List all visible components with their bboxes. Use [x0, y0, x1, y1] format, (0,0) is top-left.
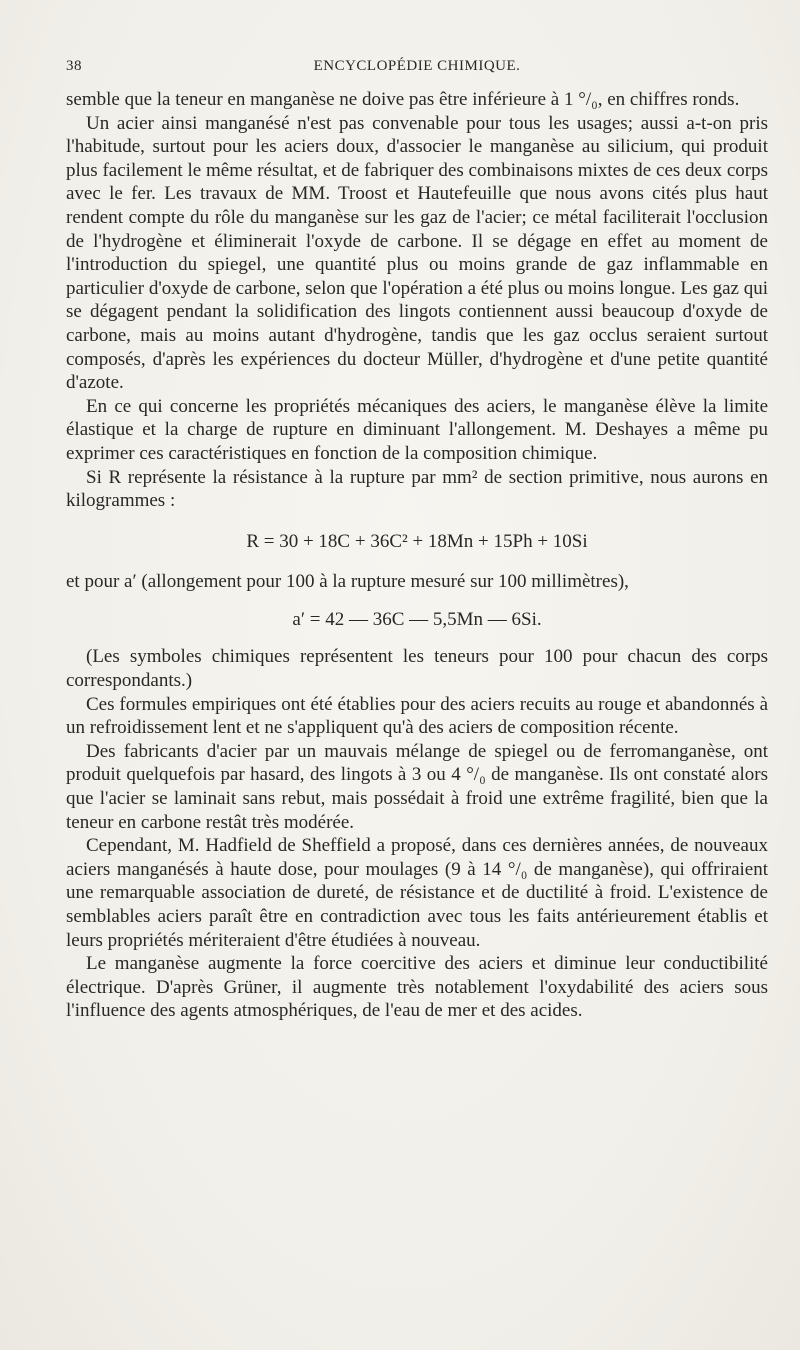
paragraph-empirical-formulas: Ces formules empiriques ont été établies pour des aciers recuits au rouge et abandonnés à un refroidissement lent et ne s'appliquent qu'à des aciers de composition récente. — [66, 693, 768, 739]
paragraph-manganese-silicium: Un acier ainsi manganésé n'est pas convenable pour tous les usages; aussi a-t-on pris l'habitude, surtout pour les aciers doux, d'associer le manganèse au silicium, qui produit plus facilement le même résultat, et de fabriquer des combinaisons mixtes de ces deux corps avec le fer. Les travaux de MM. Troost et Hautefeuille que nous avons cités plus haut rendent compte du rôle du manganèse sur les gaz de l'acier; ce métal faciliterait l'occlusion de l'hydrogène et éliminerait l'oxyde de carbone. Il se dégage en effet au moment de l'introduction du spiegel, une quantité plus ou moins grande de gaz inflammable en particulier d'oxyde de carbone, selon que l'opération a été plus ou moins longue. Les gaz qui se dégagent pendant la solidification des lingots contiennent aussi beaucoup d'oxyde de carbone, mais au moins autant d'hydrogène, tandis que les gaz occlus seraient surtout composés, d'après les expériences du docteur Müller, d'hydrogène et d'une petite quantité d'azote. — [66, 112, 768, 394]
body-text — [66, 88, 768, 1023]
formula-resistance: R = 30 + 18C + 36C² + 18Mn + 15Ph + 10Si — [246, 530, 588, 552]
paragraph-hadfield: Cependant, M. Hadfield de Sheffield a proposé, dans ces dernières années, de nouveaux aciers manganésés à haute dose, pour moulages (9 à 14 °/₀ de manganèse), qui offriraient une remarquable association de dureté, de résistance et de ductilité à froid. L'existence de semblables aciers paraît être en contradiction avec tous les faits antérieurement établis et leurs propriétés mériteraient d'être étudiées à nouveau. — [66, 835, 768, 951]
formula-elongation: a′ = 42 — 36C — 5,5Mn — 6Si. — [292, 608, 542, 630]
paragraph-fabricants: Des fabricants d'acier par un mauvais mélange de spiegel ou de ferromanganèse, ont produit quelquefois par hasard, des lingots à 3 ou 4 °/₀ de manganèse. Ils ont constaté alors que l'acier se laminait sans rebut, mais possédait à froid une extrême fragilité, bien que la teneur en carbone restât très modérée. — [66, 740, 768, 833]
paragraph-mechanical-properties: En ce qui concerne les propriétés mécaniques des aciers, le manganèse élève la limite élastique et la charge de rupture en diminuant l'allongement. M. Deshayes a même pu exprimer ces caractéristiques en fonction de la composition chimique. — [66, 395, 768, 464]
paragraph-continuation: semble que la teneur en manganèse ne doive pas être inférieure à 1 °/₀, en chiffres ronds. — [66, 89, 740, 110]
paragraph-elongation-intro: et pour a′ (allongement pour 100 à la rupture mesuré sur 100 millimètres), — [66, 571, 629, 593]
running-title: ENCYCLOPÉDIE CHIMIQUE. — [313, 58, 521, 74]
paragraph-symbols-note: (Les symboles chimiques représentent les teneurs pour 100 pour chacun des corps correspondants.) — [66, 646, 768, 692]
page-header — [66, 58, 768, 82]
paragraph-coercive-force: Le manganèse augmente la force coercitive des aciers et diminue leur conductibilité électrique. D'après Grüner, il augmente très notablement l'oxydabilité des aciers sous l'influence des agents atmosphériques, de l'eau de mer et des acides. — [66, 953, 768, 1022]
page-number: 38 — [66, 58, 82, 74]
paragraph-resistance-intro: Si R représente la résistance à la rupture par mm² de section primitive, nous aurons en kilogrammes : — [66, 466, 768, 512]
